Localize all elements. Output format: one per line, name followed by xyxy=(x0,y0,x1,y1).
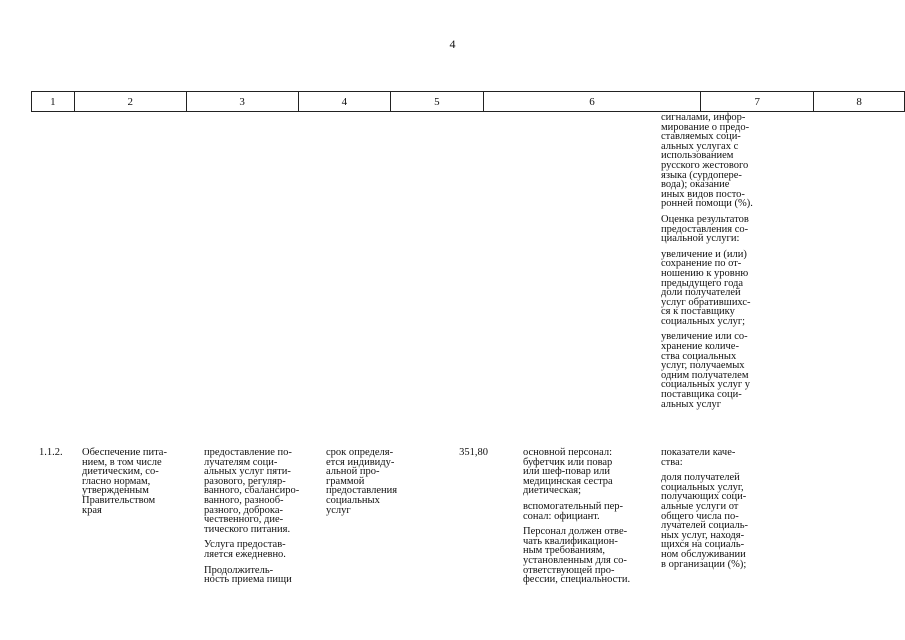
column-number-header xyxy=(31,91,905,112)
text-line: предыдущего года xyxy=(661,277,744,289)
column-number-4: 4 xyxy=(298,92,391,112)
row-112-number xyxy=(39,448,79,458)
row-112-service-name xyxy=(82,448,200,515)
text-line: циальной услуги: xyxy=(661,233,740,245)
page-number: 4 xyxy=(449,37,456,51)
cell-paragraph xyxy=(204,540,322,559)
text-line: ным требованиям, xyxy=(523,545,605,557)
cell-paragraph xyxy=(661,473,783,569)
row-112-tariff xyxy=(420,448,488,458)
row-112-service-description xyxy=(204,448,322,585)
text-line: сохранение по от- xyxy=(661,258,742,270)
text-line: диетическим, со- xyxy=(82,466,159,478)
text-line: социальных xyxy=(326,494,380,506)
text-line: ванного, разнооб- xyxy=(204,494,284,506)
cell-paragraph xyxy=(661,215,783,244)
cell-paragraph xyxy=(661,448,783,467)
column-number-3: 3 xyxy=(186,92,298,112)
text-line: показатели каче- xyxy=(661,447,736,458)
text-line: ется индивиду- xyxy=(326,456,395,468)
text-line: альные услуги от xyxy=(661,500,739,512)
cell-paragraph xyxy=(661,332,783,409)
text-line: предоставление по- xyxy=(204,447,292,458)
text-line: ства: xyxy=(661,456,683,468)
cell-paragraph xyxy=(661,113,783,209)
column-number-6: 6 xyxy=(483,92,701,112)
cell-paragraph xyxy=(204,566,322,585)
text-line: получающих соци- xyxy=(661,491,747,503)
text-line: доля получателей xyxy=(661,472,740,484)
text-line: альных услуг xyxy=(661,398,722,410)
text-line: общего числа по- xyxy=(661,510,739,522)
row-number: 1.1.2. xyxy=(39,447,63,458)
text-line: ность приема пищи xyxy=(204,574,292,586)
row-112-service-term xyxy=(326,448,422,515)
column-number-7: 7 xyxy=(701,92,814,112)
text-line: использованием xyxy=(661,150,734,162)
text-line: социальных услуг у xyxy=(661,379,751,391)
text-line: Услуга предостав- xyxy=(204,539,286,551)
text-line: граммой xyxy=(326,475,365,487)
text-line: Обеспечение пита- xyxy=(82,447,167,458)
text-line: чественного, дие- xyxy=(204,514,284,526)
cell-paragraph xyxy=(204,448,322,534)
text-line: Продолжитель- xyxy=(204,564,274,576)
cell-paragraph xyxy=(523,448,659,496)
text-line: ляется ежедневно. xyxy=(204,548,286,560)
text-line: вспомогательный пер- xyxy=(523,500,624,512)
text-line: альных услугах с xyxy=(661,140,739,152)
column-number-1: 1 xyxy=(32,92,75,112)
text-line: альной про- xyxy=(326,466,380,478)
row-112-quality-indicators xyxy=(661,448,783,569)
row-112-staff xyxy=(523,448,659,585)
text-line: разного, доброка- xyxy=(204,504,284,516)
text-line: увеличение и (или) xyxy=(661,248,747,260)
text-line: социальных услуг; xyxy=(661,315,746,327)
text-line: услуг xyxy=(326,504,351,516)
cell-paragraph xyxy=(523,502,659,521)
text-line: буфетчик или повар xyxy=(523,456,613,468)
text-line: ванного, сбалансиро- xyxy=(204,485,300,497)
text-line: услуг, получаемых xyxy=(661,360,745,372)
tariff-value: 351,80 xyxy=(459,447,488,458)
text-line: разового, регуляр- xyxy=(204,475,286,487)
text-line: фессии, специальности. xyxy=(523,574,631,586)
text-line: ся к поставщику xyxy=(661,306,735,318)
text-line: ронней помощи (%). xyxy=(661,198,753,210)
text-line: иных видов посто- xyxy=(661,188,745,200)
text-line: гласно нормам, xyxy=(82,475,151,487)
text-line: ства социальных xyxy=(661,350,737,362)
text-line: ных услуг, находя- xyxy=(661,529,745,541)
text-line: поставщика соци- xyxy=(661,389,742,401)
text-line: медицинская сестра xyxy=(523,475,613,487)
text-line: утвержденным xyxy=(82,485,149,497)
text-line: ном обслуживании xyxy=(661,548,746,560)
column-number-5: 5 xyxy=(391,92,484,112)
text-line: ношению к уровню xyxy=(661,267,749,279)
text-line: или шеф-повар или xyxy=(523,466,610,478)
text-line: нием, в том числе xyxy=(82,456,162,468)
text-line: доли получателей xyxy=(661,287,741,299)
text-line: лучателей социаль- xyxy=(661,520,748,532)
text-line: хранение количе- xyxy=(661,341,739,353)
column-number-2: 2 xyxy=(74,92,186,112)
text-line: услуг обратившихс- xyxy=(661,296,751,308)
cell-paragraph xyxy=(326,448,422,515)
cell-paragraph xyxy=(82,448,200,515)
cell-paragraph xyxy=(523,527,659,585)
text-line: ответствующей про- xyxy=(523,564,615,576)
text-line: в организации (%); xyxy=(661,558,747,570)
text-line: установленным для со- xyxy=(523,554,627,566)
text-line: сигналами, инфор- xyxy=(661,112,746,123)
text-line: тического питания. xyxy=(204,523,291,535)
text-line: срок определя- xyxy=(326,447,394,458)
text-line: языка (сурдопере- xyxy=(661,169,742,181)
text-line: альных услуг пяти- xyxy=(204,466,291,478)
column-number-8: 8 xyxy=(814,92,905,112)
text-line: одним получателем xyxy=(661,369,749,381)
continuation-col7-cell xyxy=(661,113,783,409)
text-line: Персонал должен отве- xyxy=(523,526,628,538)
text-line: основной персонал: xyxy=(523,447,613,458)
text-line: Правительством xyxy=(82,494,156,506)
text-line: увеличение или со- xyxy=(661,331,748,343)
text-line: щихся на социаль- xyxy=(661,539,745,551)
text-line: Оценка результатов xyxy=(661,213,749,225)
cell-paragraph xyxy=(661,250,783,327)
text-line: края xyxy=(82,504,102,516)
text-line: социальных услуг, xyxy=(661,481,744,493)
text-line: диетическая; xyxy=(523,485,582,497)
text-line: предоставления со- xyxy=(661,223,749,235)
text-line: лучателям соци- xyxy=(204,456,278,468)
text-line: ставляемых соци- xyxy=(661,131,741,143)
text-line: мирование о предо- xyxy=(661,121,750,133)
text-line: русского жестового xyxy=(661,159,749,171)
text-line: чать квалификацион- xyxy=(523,535,618,547)
text-line: сонал: официант. xyxy=(523,510,600,522)
text-line: предоставления xyxy=(326,485,398,497)
text-line: вода); оказание xyxy=(661,179,730,191)
